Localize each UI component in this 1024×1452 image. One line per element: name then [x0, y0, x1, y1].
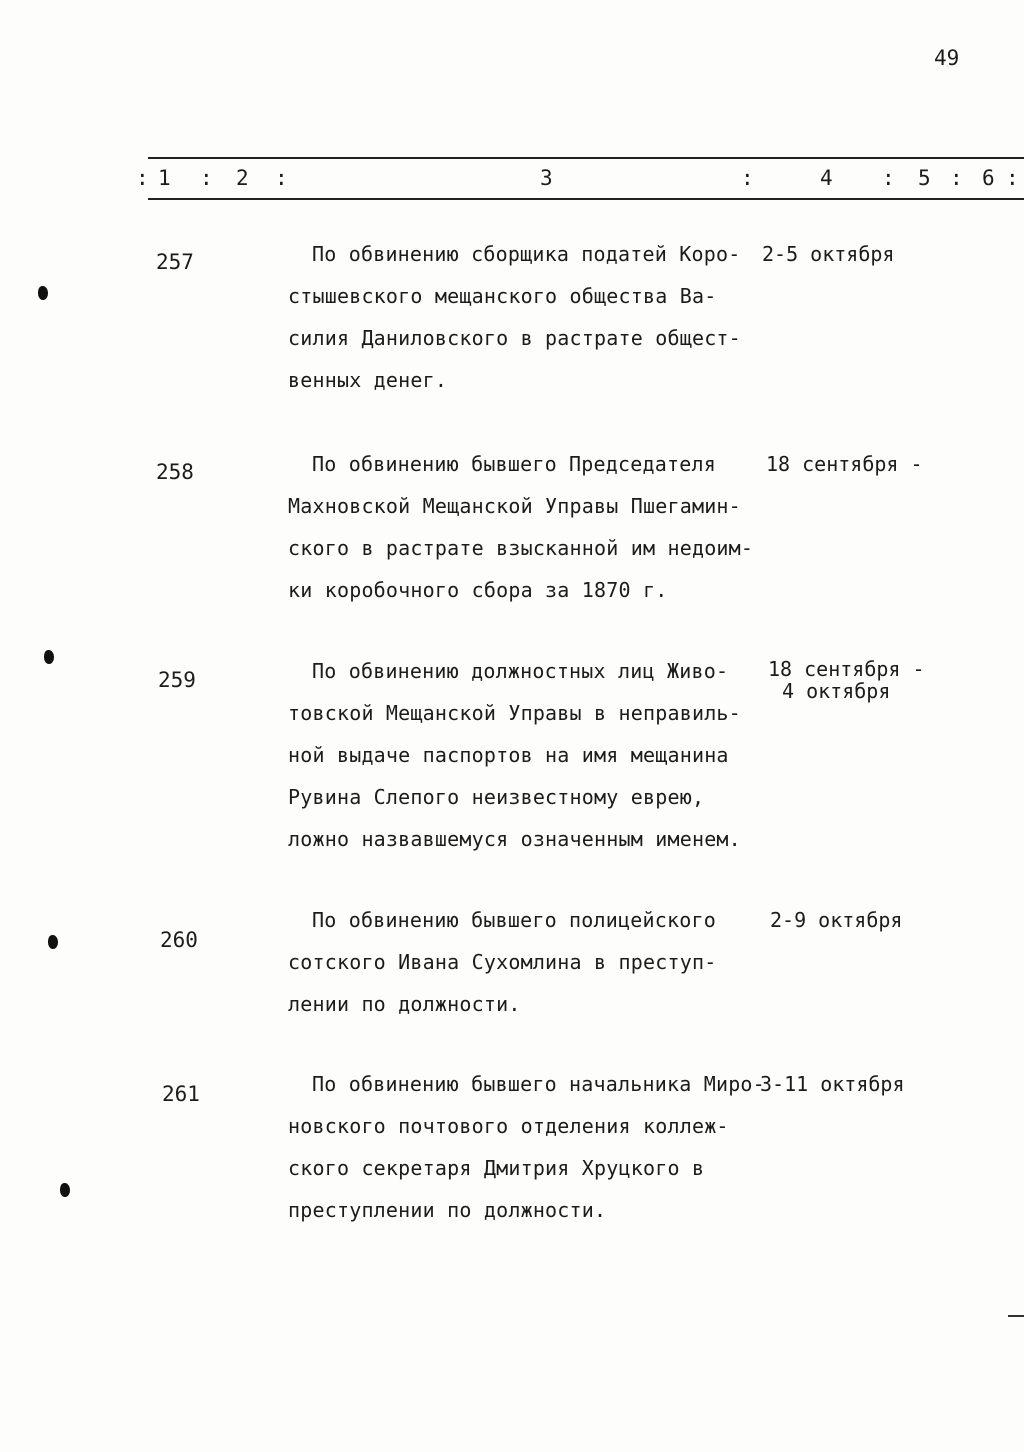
record-description — [288, 899, 758, 1025]
record-description — [288, 443, 758, 611]
header-separator: : — [275, 166, 288, 190]
record-line: По обвинению бывшего полицейского — [312, 908, 716, 932]
header-col-5: 5 — [918, 166, 931, 190]
record-number: 258 — [156, 460, 194, 484]
record-date: 18 сентября - — [768, 657, 925, 681]
record-number: 259 — [158, 668, 196, 692]
table-rule-top — [148, 157, 1024, 159]
record-line: По обвинению бывшего Председателя — [312, 452, 716, 476]
binding-hole-mark — [44, 650, 54, 664]
record-number: 261 — [162, 1082, 200, 1106]
record-description — [288, 1063, 765, 1231]
record-line: Рувина Слепого неизвестному еврею, — [288, 785, 705, 809]
margin-mark — [1008, 1315, 1024, 1317]
record-line: ского в растрате взысканной им недоим- — [288, 536, 754, 560]
header-col-2: 2 — [236, 166, 249, 190]
binding-hole-mark — [60, 1183, 70, 1197]
record-line: силия Даниловского в растрате общест- — [288, 326, 741, 350]
record-line: сотского Ивана Сухомлина в преступ- — [288, 950, 717, 974]
record-date: 3-11 октября — [760, 1072, 905, 1096]
record-line: ложно назвавшемуся означенным именем. — [288, 827, 741, 851]
header-separator: : — [741, 166, 754, 190]
record-line: товской Мещанской Управы в неправиль- — [288, 701, 741, 725]
record-line: лении по должности. — [288, 992, 521, 1016]
page-number: 49 — [934, 46, 960, 70]
header-separator: : — [1006, 166, 1019, 190]
record-date: 18 сентября - — [766, 452, 923, 476]
record-line: венных денег. — [288, 368, 448, 392]
table-header — [0, 166, 1024, 196]
record-line: ки коробочного сбора за 1870 г. — [288, 578, 668, 602]
header-separator: : — [136, 166, 149, 190]
record-number: 257 — [156, 250, 194, 274]
record-line: По обвинению сборщика податей Коро- — [312, 242, 741, 266]
record-line: преступлении по должности. — [288, 1198, 607, 1222]
record-date-end: 4 октября — [782, 679, 891, 703]
record-description — [288, 233, 758, 401]
table-rule-bottom — [148, 198, 1024, 200]
record-description — [288, 650, 758, 860]
header-separator: : — [882, 166, 895, 190]
record-line: Махновской Мещанской Управы Пшегамин- — [288, 494, 741, 518]
binding-hole-mark — [48, 935, 58, 949]
record-line: стышевского мещанского общества Ва- — [288, 284, 717, 308]
header-separator: : — [950, 166, 963, 190]
header-col-6: 6 — [982, 166, 995, 190]
record-date: 2-9 октября — [770, 908, 903, 932]
record-line: По обвинению должностных лиц Живо- — [312, 659, 729, 683]
binding-hole-mark — [38, 286, 48, 300]
record-line: новского почтового отделения коллеж- — [288, 1114, 729, 1138]
record-line: ского секретаря Дмитрия Хруцкого в — [288, 1156, 705, 1180]
record-number: 260 — [160, 928, 198, 952]
header-separator: : — [200, 166, 213, 190]
record-line: По обвинению бывшего начальника Миро- — [312, 1072, 765, 1096]
header-col-4: 4 — [820, 166, 833, 190]
record-date: 2-5 октября — [762, 242, 895, 266]
record-line: ной выдаче паспортов на имя мещанина — [288, 743, 729, 767]
header-col-1: 1 — [158, 166, 171, 190]
header-col-3: 3 — [540, 166, 553, 190]
